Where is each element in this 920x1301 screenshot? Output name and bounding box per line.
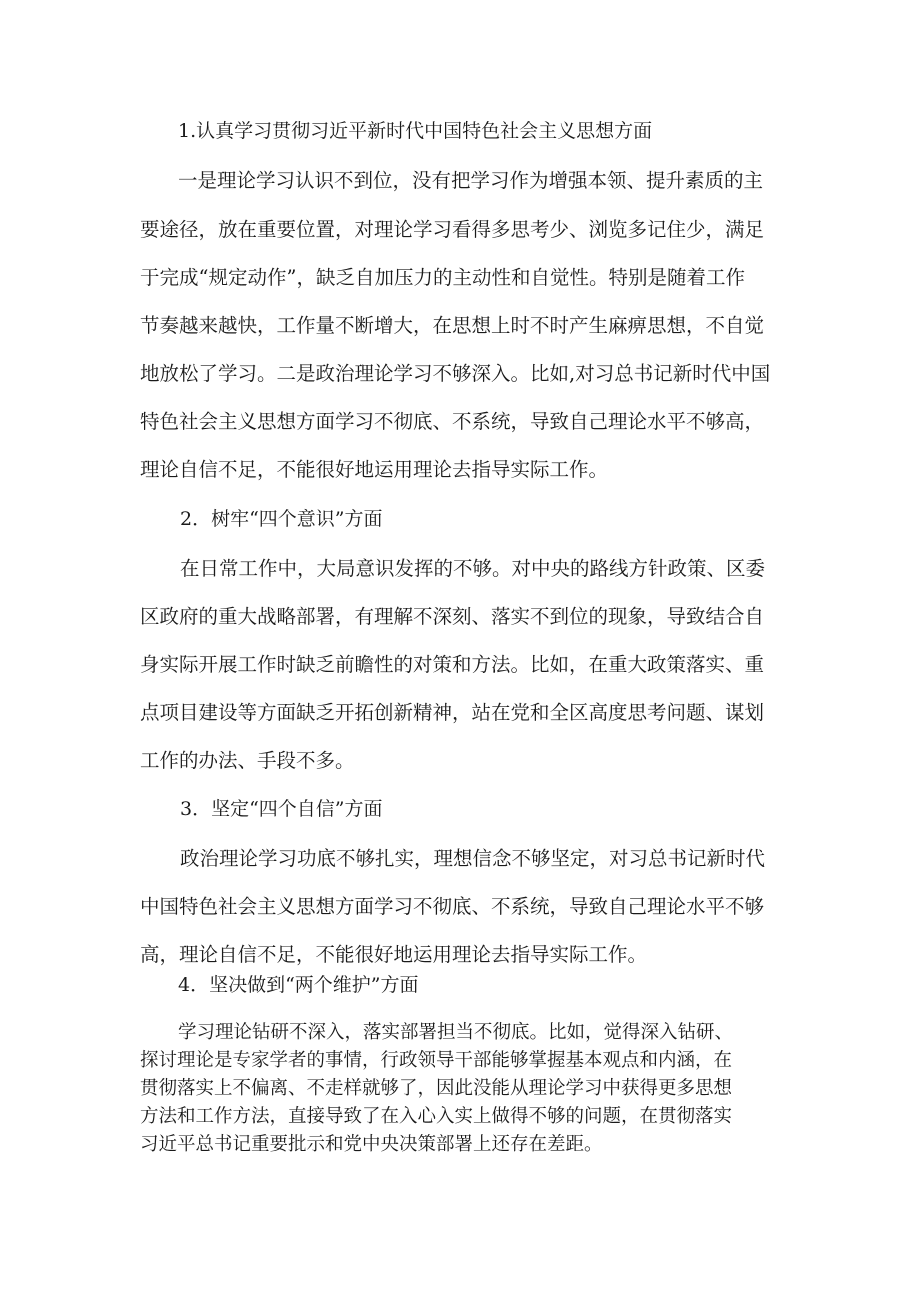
- section-1-line-6: 特色社会主义思想方面学习不彻底、不系统，导致自己理论水平不够高，: [140, 410, 765, 433]
- section-3-heading: 3．坚定“四个自信”方面: [180, 798, 383, 820]
- section-1-line-3: 于完成“规定动作”，缺乏自加压力的主动性和自觉性。特别是随着工作: [140, 266, 745, 289]
- section-2-line-5: 工作的办法、手段不多。: [140, 749, 355, 772]
- section-2-line-1: 在日常工作中，大局意识发挥的不够。对中央的路线方针政策、区委: [180, 557, 766, 580]
- section-4-line-1: 学习理论钻研不深入，落实部署担当不彻底。比如，觉得深入钻研、: [178, 1022, 734, 1043]
- section-4-line-2: 探讨理论是专家学者的事情，行政领导干部能够掌握基本观点和内涵，在: [140, 1050, 733, 1071]
- section-1-line-5: 地放松了学习。二是政治理论学习不够深入。比如,对习总书记新时代中国: [140, 362, 771, 385]
- section-4-line-4: 方法和工作方法，直接导致了在入心入实上做得不够的问题，在贯彻落实: [140, 1106, 733, 1127]
- section-2-heading: 2．树牢“四个意识”方面: [180, 508, 383, 530]
- section-4-line-5: 习近平总书记重要批示和党中央决策部署上还存在差距。: [140, 1134, 603, 1155]
- section-3-line-3: 高，理论自信不足，不能很好地运用理论去指导实际工作。: [140, 943, 648, 966]
- section-4-line-3: 贯彻落实上不偏离、不走样就够了，因此没能从理论学习中获得更多思想: [140, 1078, 733, 1099]
- section-1-heading: 1.认真学习贯彻习近平新时代中国特色社会主义思想方面: [178, 120, 653, 142]
- section-1-line-7: 理论自信不足，不能很好地运用理论去指导实际工作。: [140, 458, 609, 481]
- section-2-line-4: 点项目建设等方面缺乏开拓创新精神，站在党和全区高度思考问题、谋划: [140, 701, 765, 724]
- section-1-line-4: 节奏越来越快，工作量不断增大，在思想上时不时产生麻痹思想，不自觉: [140, 314, 765, 337]
- section-1-line-2: 要途径，放在重要位置，对理论学习看得多思考少、浏览多记住少，满足: [140, 218, 765, 241]
- section-2-line-2: 区政府的重大战略部署，有理解不深刻、落实不到位的现象，导致结合自: [140, 605, 765, 628]
- section-4-heading: 4．坚决做到“两个维护”方面: [178, 974, 419, 996]
- section-3-line-1: 政治理论学习功底不够扎实，理想信念不够坚定，对习总书记新时代: [180, 847, 766, 870]
- section-2-line-3: 身实际开展工作时缺乏前瞻性的对策和方法。比如，在重大政策落实、重: [140, 653, 765, 676]
- section-3-line-2: 中国特色社会主义思想方面学习不彻底、不系统，导致自己理论水平不够: [140, 895, 765, 918]
- section-1-line-1: 一是理论学习认识不到位，没有把学习作为增强本领、提升素质的主: [178, 169, 764, 192]
